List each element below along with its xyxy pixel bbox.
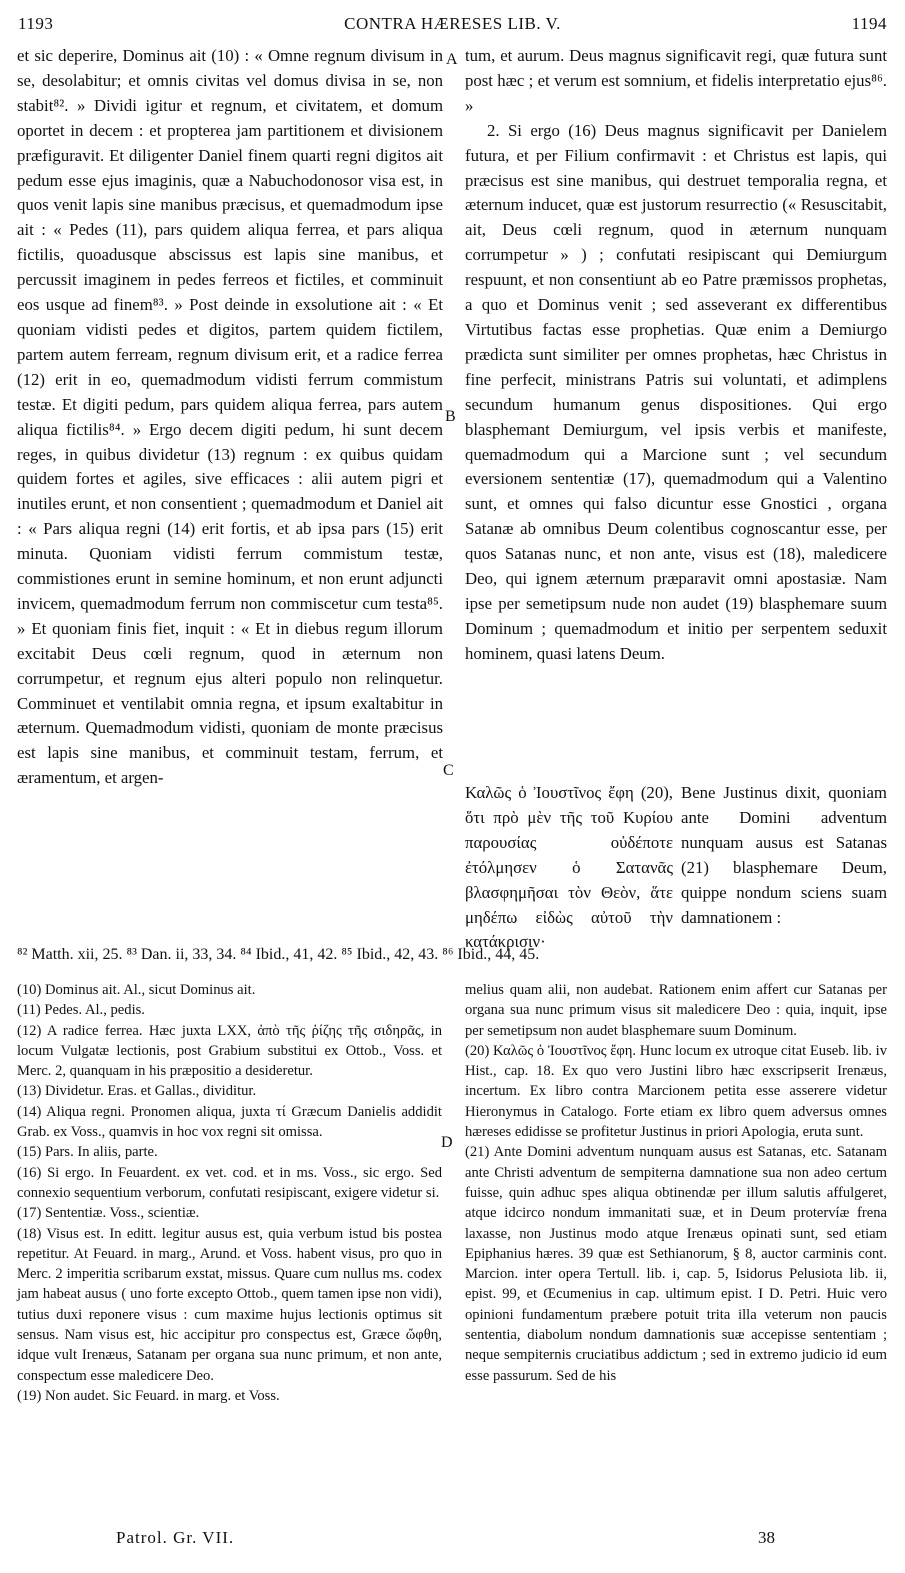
footnote: (17) Sententiæ. Voss., scientiæ. <box>17 1205 200 1222</box>
footnote: (12) A radice ferrea. Hæc juxta LXX, ἀπὸ τῆς ῥίζης τῆς σιδηρᾶς, in locum Vulgatæ lectionis, post Grabium substitui ex Ottob., Voss. et Merc. 2, quanquam in his præpositio a desideretur. <box>17 1022 442 1080</box>
signature-number: 38 <box>758 1528 775 1547</box>
footnote: (10) Dominus ait. Al., sicut Dominus ait. <box>17 982 256 998</box>
paragraph: et sic deperire, Dominus ait (10) : « Omne regnum divisum in se, desolabitur; et omnis civitas vel domus divisa in se, non stabit⁸². » Dividi igitur et regnum, et civitatem, et domum oportet in decem : et propterea jam partitionem et divisionem præfiguravit. Et diligenter Daniel finem quarti regni digitos ait pedum esse ejus imaginis, quæ a Nabuchodonosor visa est, in quos venit lapis sine manibus præcisus, et quemadmodum ipse ait : « Pedes (11), pars quidem aliqua ferrea, et pars aliqua fictilis, quoadusque abscissus est lapis sine manibus, et percussit imaginem in pedes ferreos et fictiles, et comminuit eos usque ad finem⁸³. » Post deinde in exsolutione ait : « Et quoniam vidisti pedes et digitos, partem quidem fictilem, partem autem ferream, regnum divisum erit, et a radice ferrea (12) erit in eo, quemadmodum vidisti ferrum commistum testæ. Et digiti pedum, pars quidem aliqua ferrea, pars autem aliqua fictilis⁸⁴. » Ergo decem digiti pedum, hi sunt decem reges, in quibus dividetur (13) regnum : ex quibus quidam quidem fortes et agiles, sive efficaces : alii autem pigri et inutiles erunt, et non consentient ; quemadmodum et Daniel ait : « Pars aliqua regni (14) erit fortis, et ab ipsa pars (15) erit minuta. Quoniam vidisti ferrum commistum testæ, commistiones erunt in semine hominum, et non erunt adjuncti invicem, quemadmodum ferrum non commiscetur cum testa⁸⁵. » Et quoniam finis fiet, inquit : « Et in diebus regum illorum excitabit Deus cœli regnum, quod in æternum non corrumpetur, et regnum ejus alteri populo non relinquetur. Comminuet et ventilabit omnia regna, et ipsum exaltabitur in æternum. Quemadmodum vidisti, quoniam de monte præcisus est lapis sine manibus, et comminuit testam, ferrum, et æramentum, et argen- <box>17 46 443 788</box>
main-text-left-column <box>17 44 443 791</box>
footnote: (18) Visus est. In editt. legitur ausus est, quia verbum istud bis postea repetitur. At Feuard. in marg., Arund. et Voss. habent visus, pro quo in Merc. 2 imperitia scribarum exstat, missus. Quare cum nullus ms. codex jam habeat ausus ( uno forte excepto Ottob., quem tamen ipse non vidi), tutius duxi reponere visus : cum maxime hujus lectionis optimus sit sensus. Nam visus est, hic accipitur pro conspectus est, Græce ὤφθη, idque vult Irenæus, Satanam per organa sua nunc primum, et non ante, conspectum esse maledicere Deo. <box>17 1225 442 1384</box>
footnote: (16) Si ergo. In Feuardent. ex vet. cod. et in ms. Voss., sic ergo. Sed connexio sequentium verborum, confutati resipiscant, exigere videtur si. <box>17 1164 442 1201</box>
footnote: (11) Pedes. Al., pedis. <box>17 1002 145 1019</box>
greek-quotation: Καλῶς ὁ Ἰουστῖνος ἔφη (20), ὅτι πρὸ μὲν τῆς τοῦ Κυρίου παρουσίας οὐδέποτε ἐτόλμησεν ὁ Σατανᾶς βλασφημῆσαι τὸν Θεὸν, ἅτε μηδέπω εἰδὼς αὐτοῦ τὴν κατάκρισιν· <box>465 783 673 952</box>
footnote: (13) Dividetur. Eras. et Gallas., dividitur. <box>17 1083 257 1100</box>
latin-translation: Bene Justinus dixit, quoniam ante Domini adventum nunquam ausus est Satanas (21) blasphemare Deum, quippe nondum sciens suam damnationem : <box>681 783 887 927</box>
running-title: CONTRA HÆRESES LIB. V. <box>344 14 561 33</box>
footnote: (19) Non audet. Sic Feuard. in marg. et Voss. <box>17 1387 280 1404</box>
margin-marker-d: D <box>441 1134 453 1151</box>
footnote: (15) Pars. In aliis, parte. <box>17 1144 158 1161</box>
margin-marker-a: A <box>446 51 458 68</box>
margin-marker-c: C <box>443 762 454 779</box>
scripture-references: ⁸² Matth. xii, 25. ⁸³ Dan. ii, 33, 34. ⁸⁴ Ibid., 41, 42. ⁸⁵ Ibid., 42, 43. ⁸⁶ Ibid., 44, 45. <box>17 946 540 963</box>
main-text-right-column <box>465 44 887 667</box>
footnote: melius quam alii, non audebat. Rationem enim affert cur Satanas per organa sua nunc primum visus sit maledicere Deo : quia, inquit, ipse per semetipsum non audet blasphemare suum Dominum. <box>465 982 887 1039</box>
paragraph: 2. Si ergo (16) Deus magnus significavit per Danielem futura, et per Filium confirmavit : et Christus est lapis, qui præcisus est sine manibus, qui destruet temporalia regna, et æternum inducet, quæ est justorum resurrectio (« Resuscitabit, ait, Deus cœli regnum, quod in æternum nunquam corrumpetur » ) ; confutati resipiscant qui Demiurgum respuunt, et non consentiunt ab eo Patre præmissos prophetas, a quo et Dominus venit ; sed asseverant ex differentibus Virtutibus factas esse prophetias. Quæ enim a Demiurgo prædicta sunt similiter per omnes prophetas, hæc Christus in fine perfecit, ministrans Patris sui voluntati, et adimplens secundum humanum genus dispositiones. Qui ergo blasphemant Demiurgum, vel ipsis verbis et manifeste, quemadmodum qui a Marcione sunt ; vel secundum eversionem sententiæ (17), quemadmodum qui a Valentino sunt, et omnes qui falso dicuntur esse Gnostici , organa Satanæ ab omnibus Deum colentibus cognoscantur esse, per quos Satanas nunc, et non ante, visus est (18), maledicere Deo, qui ignem æternum præparavit omni apostasiæ. Nam ipse per semetipsum nude non audet (19) blasphemare suum Dominum ; quemadmodum et initio per serpentem seduxit hominem, quasi latens Deum. <box>465 120 887 663</box>
footnote: (14) Aliqua regni. Pronomen aliqua, juxta τί Græcum Danielis addidit Grab. ex Voss., quamvis in hoc vox regni sit omissa. <box>17 1103 442 1141</box>
footnote: (21) Ante Domini adventum nunquam ausus est Satanas, etc. Satanam ante Christi adventum de sempiterna damnatione sua non adeo certum fuisse, quin adhuc spes aliqua obtinendæ per illum salutis affulgeret, atque idcirco nondum immanitati suæ, et in Deum protervíæ frena laxasse, non Justinus modo atque Irenæus opinati sunt, sed etiam Epiphanius hæres. 39 quæ est Sethianorum, § 8, auctor carminis cont. Marcion. inter opera Tertull. lib. i, cap. 5, Isidorus Pelusiota lib. ii, epist. 99, et Œcumenius in cap. ultimum epist. I D. Petri. Huic vero opinioni fundamentum præbere potuit trita illa veterum non paucis sententia, diabolum nondum damnationis suæ accepisse sententiam ; neque sempiternis cruciatibus addictum ; sed in extremo judicio id eum esse passurum. Sed de his <box>465 1144 887 1384</box>
page-number-left: 1193 <box>18 14 54 33</box>
paragraph: tum, et aurum. Deus magnus significavit regi, quæ futura sunt post hæc ; et verum est somnium, et fidelis interpretatio ejus⁸⁶. » <box>465 46 887 115</box>
footnote: (20) Καλῶς ὁ Ἰουστῖνος ἔφη. Hunc locum ex utroque citat Euseb. lib. iv Hist., cap. 18. Ex quo vero Justini libro hæc exscripserit Irenæus, incertum. Ex libro contra Marcionem petita esse asserere videtur Hieronymus in Catalogo. Forte etiam ex libro quem adversus omnes hæreses edidisse se profitetur Justinus in priori Apologia, eruta sunt. <box>465 1042 887 1141</box>
page-number-right: 1194 <box>851 14 887 33</box>
margin-marker-b: B <box>445 408 456 425</box>
series-footer: Patrol. Gr. VII. <box>116 1528 235 1547</box>
footnotes-left-column <box>17 980 442 1406</box>
footnotes-right-column <box>465 980 887 1386</box>
